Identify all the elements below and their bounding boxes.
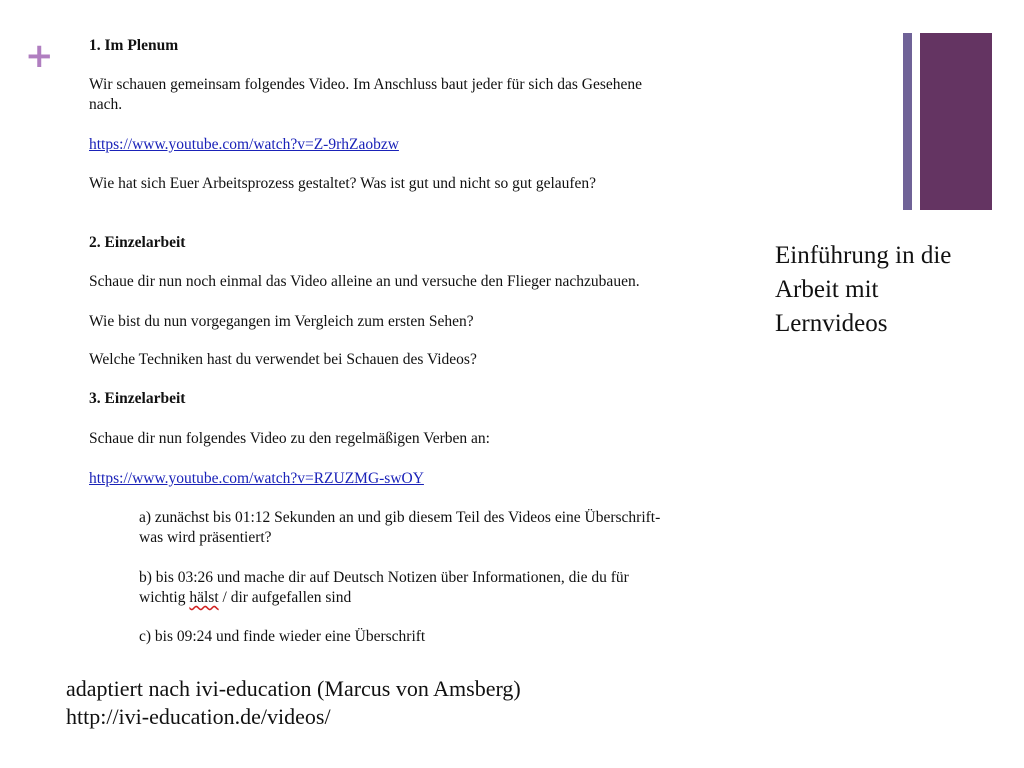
attribution-source: adaptiert nach ivi-education (Marcus von Amsberg) xyxy=(66,676,521,701)
attribution xyxy=(66,675,521,731)
section-2-heading: 2. Einzelarbeit xyxy=(89,234,186,251)
section-3-heading: 3. Einzelarbeit xyxy=(89,390,186,407)
task-b-line-2 xyxy=(139,589,351,607)
task-c: c) bis 09:24 und finde wieder eine Überschrift xyxy=(139,628,426,645)
slide-title-line-1: Einführung in die xyxy=(775,242,952,269)
task-a-line-1: a) zunächst bis 01:12 Sekunden an und gib diesem Teil des Videos eine Überschrift- xyxy=(139,509,661,526)
task-b-text-end: / dir aufgefallen sind xyxy=(218,589,352,606)
plus-icon: + xyxy=(25,36,54,76)
attribution-url[interactable]: http://ivi-education.de/videos/ xyxy=(66,704,331,729)
task-a-line-2: was wird präsentiert? xyxy=(139,529,272,546)
section-2-question-1: Wie bist du nun vorgegangen im Vergleich zum ersten Sehen? xyxy=(89,313,474,330)
task-b-text-start: wichtig xyxy=(139,589,190,606)
section-1-heading: 1. Im Plenum xyxy=(89,37,179,54)
section-1-video-link[interactable]: https://www.youtube.com/watch?v=Z-9rhZaobzw xyxy=(89,136,399,153)
section-2-question-2: Welche Techniken hast du verwendet bei Schauen des Videos? xyxy=(89,351,477,368)
section-1-text-line-1: Wir schauen gemeinsam folgendes Video. Im Anschluss baut jeder für sich das Gesehene xyxy=(89,76,642,93)
slide-title-line-3: Lernvideos xyxy=(775,310,888,337)
task-b-line-1: b) bis 03:26 und mache dir auf Deutsch Notizen über Informationen, die du für xyxy=(139,569,629,586)
section-2-text: Schaue dir nun noch einmal das Video alleine an und versuche den Flieger nachzubauen. xyxy=(89,273,640,290)
slide-title-line-2: Arbeit mit xyxy=(775,276,879,303)
section-1-question: Wie hat sich Euer Arbeitsprozess gestaltet? Was ist gut und nicht so gut gelaufen? xyxy=(89,175,597,192)
section-1-text-line-2: nach. xyxy=(89,96,123,113)
section-3-text: Schaue dir nun folgendes Video zu den regelmäßigen Verben an: xyxy=(89,430,490,447)
section-3-video-link[interactable]: https://www.youtube.com/watch?v=RZUZMG-swOY xyxy=(89,470,424,487)
spellcheck-word: hälst xyxy=(189,589,219,606)
